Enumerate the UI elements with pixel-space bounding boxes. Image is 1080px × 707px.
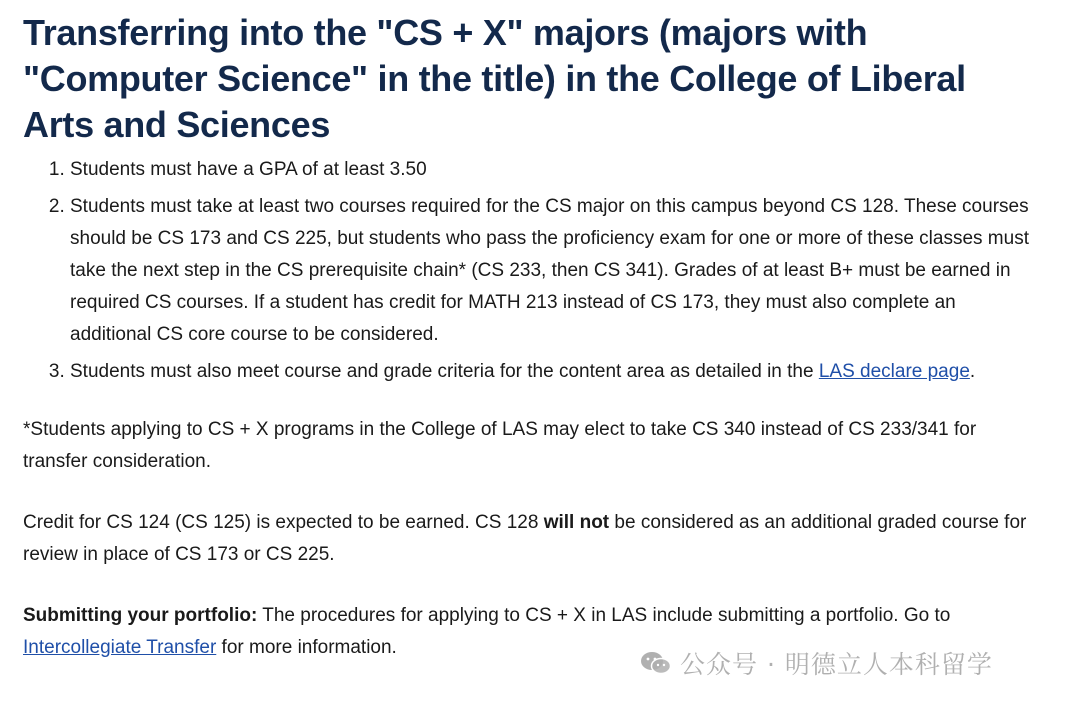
portfolio-text-end: for more information.	[216, 637, 397, 658]
footnote-paragraph: *Students applying to CS + X programs in the College of LAS may elect to take CS 340 instead of CS 233/341 for transfer consideration.	[23, 419, 977, 472]
requirement-gpa: 1. Students must have a GPA of at least 3.50	[70, 154, 1033, 186]
main-content	[23, 10, 1033, 664]
requirement-courses: 2. Students must take at least two courses required for the CS major on this campus beyond CS 128. These courses should be CS 173 and CS 225, but students who pass the proficiency exam for one or more of these classes must take the next step in the CS prerequisite chain* (CS 233, then CS 341). Grades of at least B+ must be earned in required CS courses. If a student has credit for MATH 213 instead of CS 173, they must also complete an additional CS core course to be considered.	[70, 191, 1033, 351]
credit-note-text: Credit for CS 124 (CS 125) is expected to be earned. CS 128	[23, 512, 544, 533]
requirement-content-area-end: .	[969, 361, 976, 382]
credit-note-paragraph	[23, 507, 1033, 571]
requirements-list	[23, 154, 1033, 388]
page-heading: Transferring into the "CS + X" majors (majors with "Computer Science" in the title) in the College of Liberal Arts and Sciences	[23, 12, 966, 145]
credit-note-text-end: be considered as an additional graded course for review in place of CS 173 or CS 225.	[23, 512, 1027, 565]
watermark	[640, 645, 993, 681]
requirement-content-area-text: Students must also meet course and grade criteria for the content area as detailed in the	[70, 361, 819, 382]
credit-note-emphasis: will not	[543, 512, 610, 533]
portfolio-label: Submitting your portfolio:	[23, 605, 258, 626]
portfolio-text: The procedures for applying to CS + X in LAS include submitting a portfolio. Go to	[257, 605, 951, 626]
watermark-text: 公众号 · 明德立人本科留学	[680, 650, 993, 679]
intercollegiate-transfer-link[interactable]: Intercollegiate Transfer	[23, 637, 217, 658]
las-declare-page-link[interactable]: LAS declare page	[818, 361, 970, 382]
requirement-content-area	[70, 356, 1033, 388]
wechat-icon	[640, 650, 672, 676]
